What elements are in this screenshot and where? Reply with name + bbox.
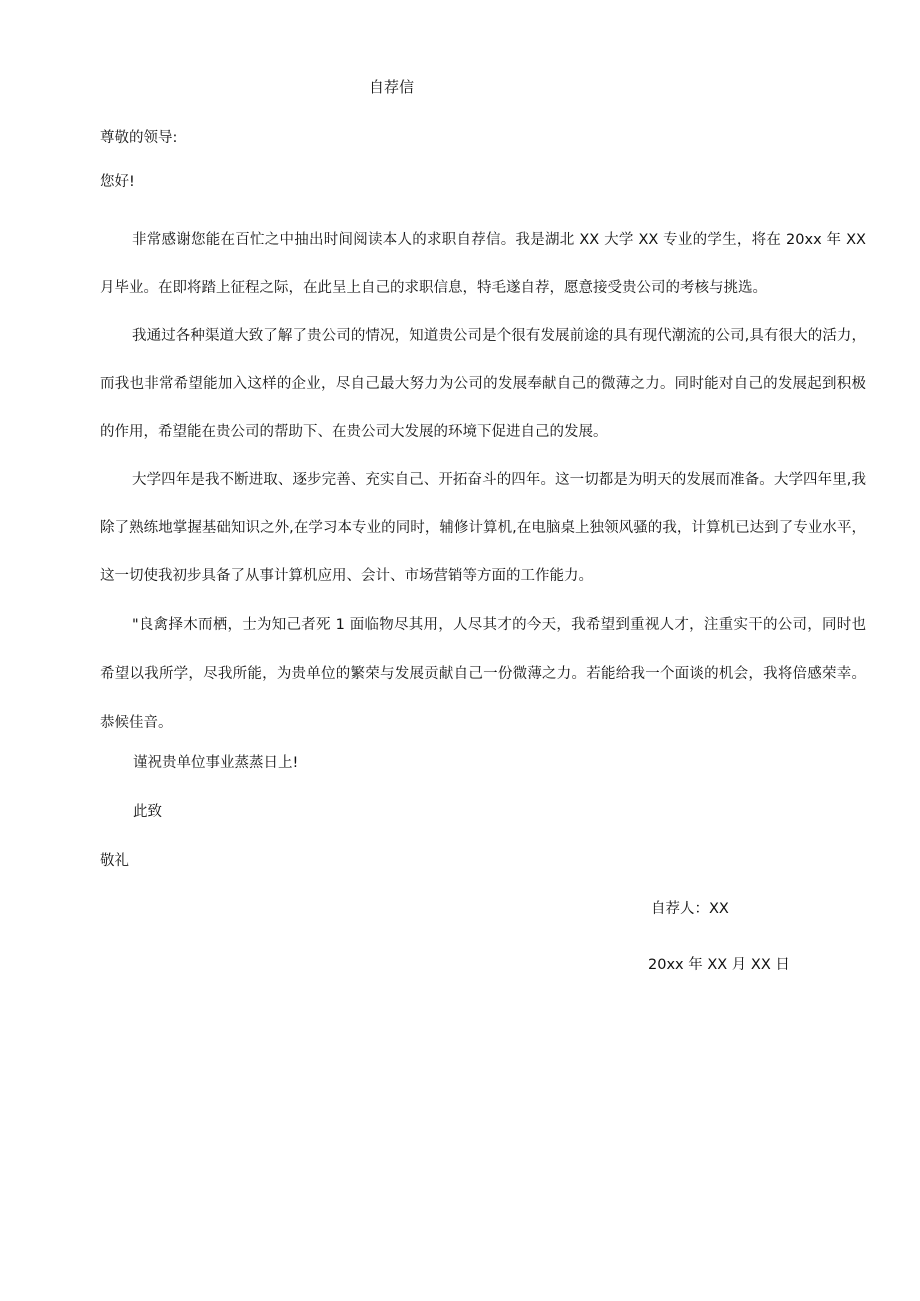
greeting: 您好!: [100, 174, 135, 190]
salutation: 尊敬的领导:: [100, 130, 178, 146]
paragraph-2: 我通过各种渠道大致了解了贵公司的情况，知道贵公司是个很有发展前途的具有现代潮流的公司,具有很大的活力，而我也非常希望能加入这样的企业，尽自己最大努力为公司的发展奉献自己的微薄之力。同时能对自己的发展起到积极的作用，希望能在贵公司的帮助下、在贵公司大发展的环境下促进自己的发展。: [100, 328, 866, 440]
paragraph-3: 大学四年是我不断进取、逐步完善、充实自己、开拓奋斗的四年。这一切都是为明天的发展而准备。大学四年里,我除了熟练地掌握基础知识之外,在学习本专业的同时，辅修计算机,在电脑桌上独领风骚的我，计算机已达到了专业水平，这一切使我初步具备了从事计算机应用、会计、市场营销等方面的工作能力。: [100, 472, 866, 584]
paragraph-1: 非常感谢您能在百忙之中抽出时间阅读本人的求职自荐信。我是湖北 XX 大学 XX 专业的学生，将在 20xx 年 XX 月毕业。在即将踏上征程之际，在此呈上自己的求职信息，特毛遂自荐，愿意接受贵公司的考核与挑选。: [100, 232, 866, 296]
date: 20xx 年 XX 月 XX 日: [648, 957, 790, 973]
closing-line-2: 敬礼: [100, 853, 129, 869]
closing-line-1: 此致: [133, 804, 162, 820]
paragraph-4: "良禽择木而栖，士为知己者死 1 面临物尽其用，人尽其才的今天，我希望到重视人才，注重实干的公司，同时也希望以我所学，尽我所能，为贵单位的繁荣与发展贡献自己一份微薄之力。若能给我一个面谈的机会，我将倍感荣幸。恭候佳音。: [100, 617, 866, 731]
letter-title: 自荐信: [369, 78, 415, 96]
wish-line: 谨祝贵单位事业蒸蒸日上!: [133, 755, 299, 771]
signature: 自荐人：XX: [651, 901, 729, 917]
